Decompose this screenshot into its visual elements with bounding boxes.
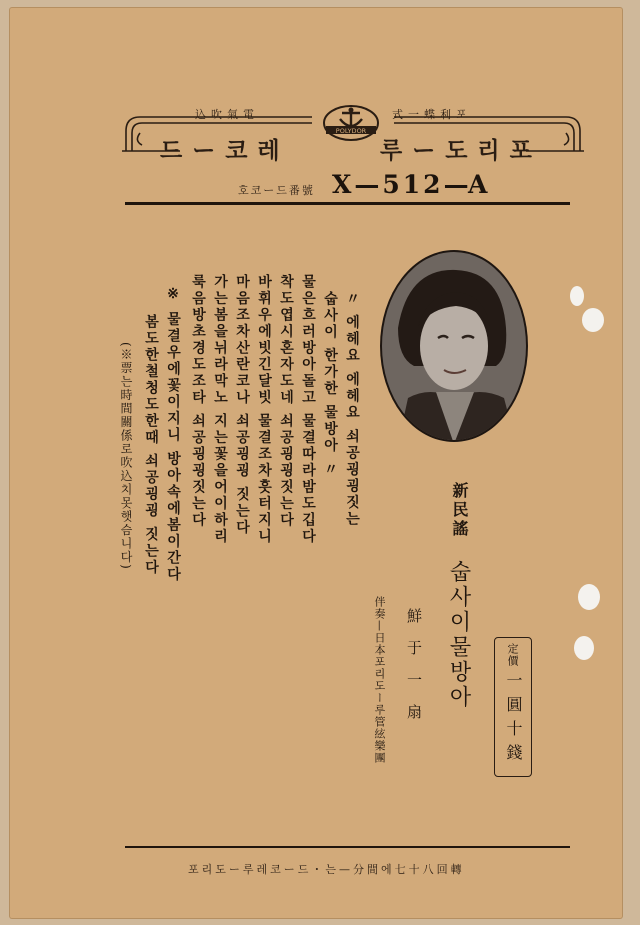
lyric-line: ※ 물결우에꽃이지니 방아속에봄이간다 <box>165 286 181 584</box>
footer-divider <box>125 846 570 848</box>
punch-hole <box>570 286 584 306</box>
record-side: A <box>468 170 488 199</box>
price-box <box>494 637 532 777</box>
singer-portrait <box>378 248 530 444</box>
lyric-line: 물은흐러방아돌고 물결따라밤도깁다 <box>300 274 316 546</box>
punch-hole <box>578 584 600 610</box>
catalog-number: X—512— <box>332 170 472 199</box>
record-number-label: 호코ー드番號 <box>238 184 315 197</box>
footnote: (※票는時間關係로吹込치못햇슴니다) <box>119 342 133 571</box>
song-title: 숩사이물방아 <box>446 560 471 710</box>
song-genre: 新民謠 <box>450 482 469 539</box>
price-label: 定價 <box>506 643 519 667</box>
lyric-line: 바휘우에빗긴달빗 물결조차흣터지니 <box>256 274 272 546</box>
accompaniment: 伴奏—日本포리도ー루管絃樂團 <box>373 596 386 764</box>
price-value: 一圓十錢 <box>504 672 523 768</box>
lyric-line: 마음조차산란코나 쇠공굉굉 짓는다 <box>234 274 250 537</box>
header-brand-title: 루ー도리포 <box>380 138 542 164</box>
header-record-title: 드ー코레 <box>160 138 290 164</box>
punch-hole <box>574 636 594 660</box>
lyric-sheet <box>10 8 622 918</box>
lyric-line: 〃 에헤요 에헤요 쇠공굉굉짓는 <box>344 291 360 528</box>
footer-note: 포리도ー루레코ー드・는—分間에七十八回轉 <box>188 863 465 876</box>
lyric-line: 룩음방초경도조타 쇠공굉굉짓는다 <box>190 274 206 529</box>
polydor-logo-icon <box>322 103 380 143</box>
punch-hole <box>582 308 604 332</box>
header-brand-tag: 式一蝶利포 <box>392 108 472 121</box>
singer-name: 鮮于一扇 <box>405 608 423 736</box>
lyric-line: 숩사이 한가한 물방아 〃 <box>322 291 338 479</box>
lyric-line: 가는봄을뉘라막노 지는꽃을어이하리 <box>212 274 228 546</box>
header-recording-tag: 込吹氣電 <box>195 108 259 121</box>
header-divider <box>125 202 570 205</box>
lyric-line: 착도엽시혼자도네 쇠공굉굉짓는다 <box>278 274 294 529</box>
svg-text:POLYDOR: POLYDOR <box>335 127 367 135</box>
lyric-line: 봄도한철청도한때 쇠공굉굉 짓는다 <box>143 314 159 577</box>
